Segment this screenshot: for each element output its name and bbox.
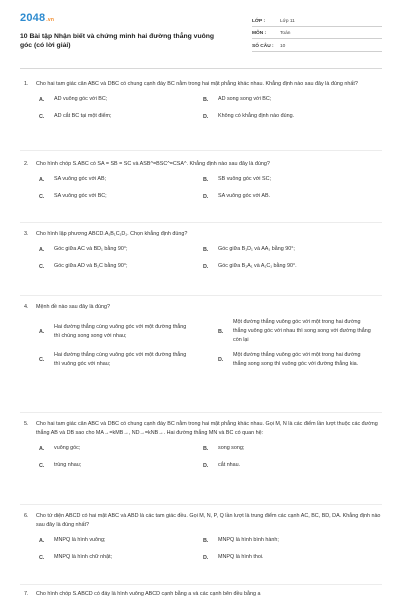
option-letter: D.	[218, 357, 224, 363]
option-text: vuông góc;	[54, 445, 81, 451]
option-a[interactable]	[24, 95, 203, 104]
meta-label: SỐ CÂU :	[252, 43, 274, 49]
option-text: SA vuông góc với AB;	[54, 176, 107, 182]
option-b[interactable]	[203, 245, 382, 254]
meta-value: Lớp 11	[280, 18, 295, 24]
option-text: Góc giữa AD và B₁C bằng 90°;	[54, 263, 128, 269]
meta-value: Toán	[280, 31, 291, 36]
question-stem	[24, 512, 382, 530]
question-text: Cho hình chóp S.ABC có SA = SB = SC và ASB^=BSC^=CSA^. Khẳng định nào sau đây là đúng?	[36, 161, 270, 167]
question-stem	[24, 160, 382, 169]
question-3	[24, 230, 382, 271]
option-a[interactable]	[24, 175, 203, 184]
meta-row-count	[252, 39, 382, 52]
option-text: Góc giữa B₁D₁ và AA₁ bằng 90°;	[218, 246, 295, 252]
option-b[interactable]	[203, 444, 382, 453]
option-letter: A.	[39, 328, 45, 335]
question-2	[24, 160, 382, 201]
option-c[interactable]	[24, 262, 203, 271]
question-6	[24, 512, 382, 562]
question-stem	[24, 420, 382, 438]
option-text: AD cắt BC tại một điểm;	[54, 113, 112, 119]
question-stem	[24, 590, 382, 599]
option-c[interactable]	[24, 192, 203, 201]
option-text: MNPQ là hình chữ nhật;	[54, 554, 113, 560]
option-text: SA vuông góc với BC;	[54, 193, 107, 199]
question-divider	[20, 504, 382, 505]
options	[24, 245, 382, 271]
option-letter: D.	[203, 462, 209, 469]
option-text: Góc giữa B₁A₁ và A₁C₁ bằng 90°.	[218, 263, 297, 269]
option-text: trùng nhau;	[54, 462, 82, 468]
option-d[interactable]	[203, 192, 382, 201]
question-text: Cho hình chóp S.ABCD có đáy là hình vuông ABCD cạnh bằng a và các cạnh bên đều bằng a	[36, 591, 261, 597]
option-b[interactable]	[203, 95, 382, 104]
question-divider	[20, 295, 382, 296]
meta-label: LỚP :	[252, 18, 266, 24]
option-text: SA vuông góc với AB.	[218, 193, 271, 199]
options	[24, 318, 382, 369]
question-7	[24, 590, 382, 599]
option-a[interactable]	[24, 536, 203, 545]
question-text: Cho hai tam giác cân ABC và DBC có chung cạnh đáy BC nằm trong hai mặt phẳng khác nhau. Khẳng định nào sau đây là đúng nhất?	[36, 81, 358, 87]
option-letter: D.	[203, 113, 209, 120]
question-number: 2.	[24, 161, 29, 167]
option-text: SB vuông góc với SC;	[218, 176, 271, 182]
option-text: Góc giữa AC và BD₁ bằng 90°;	[54, 246, 128, 252]
question-divider	[20, 584, 382, 585]
option-letter: C.	[39, 357, 45, 363]
option-d[interactable]	[203, 351, 382, 369]
option-text: AD song song với BC;	[218, 96, 272, 102]
question-4	[24, 303, 382, 369]
question-number: 4.	[24, 304, 29, 310]
option-d[interactable]	[203, 553, 382, 562]
option-letter: B.	[203, 176, 209, 183]
option-letter: B.	[218, 328, 224, 335]
option-letter: C.	[39, 462, 45, 469]
option-b[interactable]	[203, 536, 382, 545]
document-header	[20, 12, 382, 62]
option-text: AD vuông góc với BC;	[54, 96, 108, 102]
option-b[interactable]	[203, 318, 382, 345]
option-c[interactable]	[24, 112, 203, 121]
option-text: Hai đường thẳng cùng vuông góc với một đường thẳng thì vuông góc với nhau;	[54, 352, 187, 367]
meta-label: MÔN :	[252, 31, 267, 36]
question-divider	[20, 222, 382, 223]
option-c[interactable]	[24, 461, 203, 470]
options	[24, 175, 382, 201]
option-b[interactable]	[203, 175, 382, 184]
question-divider	[20, 150, 382, 151]
option-text: MNPQ là hình vuông;	[54, 537, 106, 543]
option-letter: B.	[203, 537, 209, 544]
option-text: Hai đường thẳng cùng vuông góc với một đường thẳng thì chúng song song với nhau;	[54, 323, 187, 339]
option-letter: D.	[203, 263, 209, 270]
options	[24, 536, 382, 562]
document-title: 10 Bài tập Nhận biết và chứng minh hai đường thẳng vuông góc (có lời giải)	[20, 33, 215, 49]
option-d[interactable]	[203, 262, 382, 271]
question-stem	[24, 230, 382, 239]
question-number: 3.	[24, 231, 29, 237]
option-letter: A.	[39, 176, 45, 183]
question-stem	[24, 303, 382, 312]
question-divider	[20, 412, 382, 413]
option-letter: A.	[39, 246, 45, 253]
options	[24, 444, 382, 470]
site-logo[interactable]	[20, 12, 54, 24]
option-letter: A.	[39, 96, 45, 103]
question-text: Mệnh đề nào sau đây là đúng?	[36, 304, 111, 310]
question-text: Cho tứ diện ABCD có hai mặt ABC và ABD là các tam giác đều. Gọi M, N, P, Q lần lượt là trung điểm các cạnh AC, BC, BD, DA. Khẳng định nào sau đây là đúng nhất?	[36, 513, 381, 528]
question-text: Cho hình lập phương ABCD.A₁B₁C₁D₁. Chọn khẳng định đúng?	[36, 231, 188, 237]
question-number: 5.	[24, 421, 29, 427]
option-letter: A.	[39, 537, 45, 544]
option-a[interactable]	[24, 444, 203, 453]
question-number: 7.	[24, 591, 29, 597]
option-text: Không có khẳng định nào đúng.	[218, 113, 295, 119]
option-text: MNPQ là hình thoi.	[218, 554, 264, 560]
question-1	[24, 80, 382, 121]
option-letter: B.	[203, 445, 209, 452]
option-letter: B.	[203, 246, 209, 253]
option-c[interactable]	[24, 351, 203, 369]
option-a[interactable]	[24, 245, 203, 254]
option-letter: A.	[39, 445, 45, 452]
option-text: song song;	[218, 445, 245, 451]
option-letter: C.	[39, 554, 45, 561]
header-divider	[20, 68, 382, 69]
question-number: 6.	[24, 513, 29, 519]
option-letter: C.	[39, 193, 45, 200]
option-letter: C.	[39, 263, 45, 270]
logo-text: 2048	[20, 12, 46, 24]
option-letter: C.	[39, 113, 45, 120]
option-text: MNPQ là hình bình hành;	[218, 537, 279, 543]
option-d[interactable]	[203, 112, 382, 121]
option-letter: D.	[203, 554, 209, 561]
question-stem	[24, 80, 382, 89]
question-5	[24, 420, 382, 470]
meta-table	[252, 14, 382, 52]
option-text: Một đường thẳng vuông góc với một trong hai đường thẳng vuông góc với nhau thì song song với đường thẳng còn lại	[233, 319, 371, 343]
option-a[interactable]	[24, 318, 203, 345]
meta-row-subject	[252, 27, 382, 40]
meta-row-class	[252, 14, 382, 27]
option-c[interactable]	[24, 553, 203, 562]
option-text: cắt nhau.	[218, 462, 241, 468]
option-letter: D.	[203, 193, 209, 200]
question-number: 1.	[24, 81, 29, 87]
option-d[interactable]	[203, 461, 382, 470]
option-text: Một đường thẳng vuông góc với một trong hai đường thẳng song song thì vuông góc với đường thẳng kia.	[233, 352, 361, 367]
options	[24, 95, 382, 121]
meta-value: 10	[280, 43, 286, 49]
option-letter: B.	[203, 96, 209, 103]
question-text: Cho hai tam giác cân ABC và DBC có chung cạnh đáy BC nằm trong hai mặt phẳng khác nhau. Gọi M, N là các điểm lần lượt thuộc các đường thẳng AB và DB sao cho MA→=kMB→, ND→=kNB→. Hai đường thẳng MN và BC có quan hệ:	[36, 421, 378, 436]
logo-tld: .vn	[46, 17, 55, 23]
